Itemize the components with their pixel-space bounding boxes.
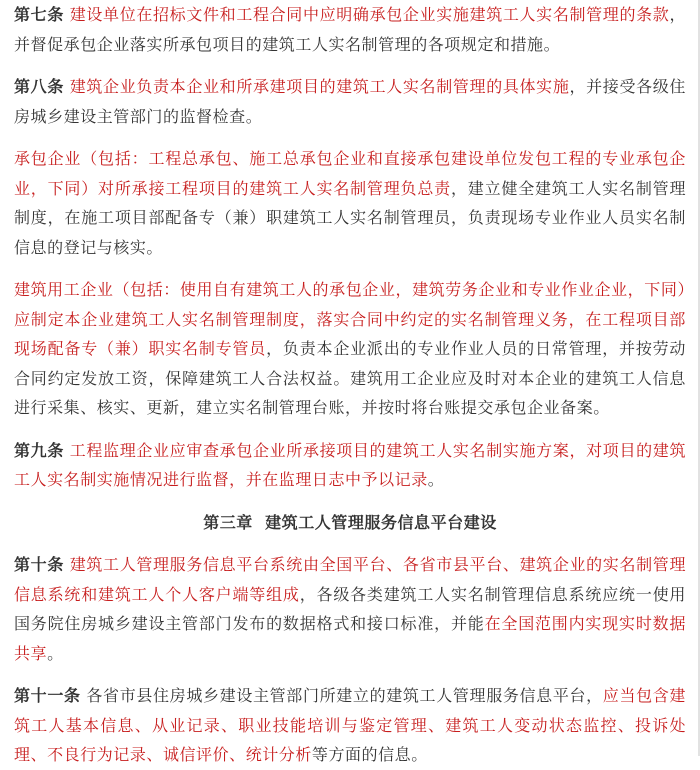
body-text: 等方面的信息。 xyxy=(311,745,428,764)
article-label: 第十一条 xyxy=(14,686,81,705)
body-text: 。 xyxy=(427,470,445,489)
article-9-paragraph xyxy=(14,436,686,495)
chapter-heading: 第三章 建筑工人管理服务信息平台建设 xyxy=(203,512,497,532)
body-text: 各省市县住房城乡建设主管部门所建立的建筑工人管理服务信息平台， xyxy=(86,686,603,705)
body-text: ，各级各类建筑工人实名制管理信息系统应统一使用国务院住房城乡建设主管部门发布的数据格式和接口标准，并能 xyxy=(14,584,686,633)
contractor-paragraph xyxy=(14,144,686,262)
highlighted-text: 应当包含建筑工人基本信息、从业记录、职业技能培训与鉴定管理、建筑工人变动状态监控、投诉处理、不良行为记录、诚信评价、统计分析 xyxy=(14,686,686,764)
article-label: 第十条 xyxy=(14,555,64,574)
highlighted-text: 建设单位在招标文件和工程合同中应明确承包企业实施建筑工人实名制管理的条款 xyxy=(69,5,670,24)
body-text: ，建立健全建筑工人实名制管理制度，在施工项目部配备专（兼）职建筑工人实名制管理员，负责现场专业作业人员实名制信息的登记与核实。 xyxy=(14,178,686,257)
highlighted-text: 承包企业（包括：工程总承包、施工总承包企业和直接承包建设单位发包工程的专业承包企业，下同）对所承接工程项目的建筑工人实名制管理负总责 xyxy=(14,149,686,198)
article-label: 第七条 xyxy=(14,5,64,24)
highlighted-text: 建筑用工企业（包括：使用自有建筑工人的承包企业，建筑劳务企业和专业作业企业，下同）应制定本企业建筑工人实名制管理制度，落实合同中约定的实名制管理义务，在工程项目部现场配备专（兼）职实名制专管员 xyxy=(14,280,686,358)
employer-paragraph xyxy=(14,275,686,423)
article-label: 第九条 xyxy=(14,440,64,460)
article-label: 第八条 xyxy=(14,77,64,96)
article-7-paragraph xyxy=(14,0,686,59)
highlighted-text: 工程监理企业应审查承包企业所承接项目的建筑工人实名制实施方案，对项目的建筑工人实名制实施情况进行监督，并在监理日志中予以记录 xyxy=(14,440,686,489)
highlighted-text: 建筑企业负责本企业和所承建项目的建筑工人实名制管理的具体实施 xyxy=(69,77,570,96)
body-text: ，并督促承包企业落实所承包项目的建筑工人实名制管理的各项规定和措施。 xyxy=(14,5,686,54)
highlighted-text: 在全国范围内实现实时数据共享 xyxy=(14,614,686,663)
body-text: 。 xyxy=(47,643,64,663)
article-8-paragraph xyxy=(14,72,686,131)
article-11-paragraph xyxy=(14,681,686,770)
highlighted-text: 建筑工人管理服务信息平台系统由全国平台、各省市县平台、建筑企业的实名制管理信息系统和建筑工人个人客户端等组成 xyxy=(14,555,686,604)
body-text: ，并接受各级住房城乡建设主管部门的监督检查。 xyxy=(14,77,686,126)
body-text: ，负责本企业派出的专业作业人员的日常管理，并按劳动合同约定发放工资，保障建筑工人合法权益。建筑用工企业应及时对本企业的建筑工人信息进行采集、核实、更新，建立实名制管理台账，并按时将台账提交承包企业备案。 xyxy=(14,339,686,417)
article-10-paragraph xyxy=(14,550,686,668)
